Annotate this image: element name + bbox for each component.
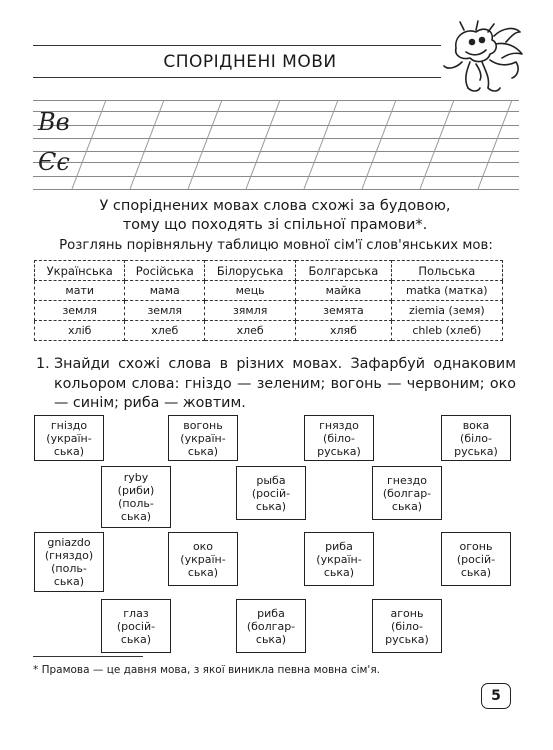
- table-cell: земля: [125, 301, 205, 321]
- task-text: Знайди схожі слова в різних мовах. Зафарбуй однаковим кольором слова: гніздо — зеленим; вогонь — червоним; око — синім; риба — жовтим.: [54, 356, 516, 411]
- page-title: СПОРІДНЕНІ МОВИ: [163, 52, 337, 72]
- footnote: * Прамова — це давня мова, з якої виникла певна мовна сім'я.: [33, 664, 380, 676]
- word-box[interactable]: око (україн- ська): [168, 532, 238, 586]
- table-cell: земята: [296, 301, 391, 321]
- table-cell: chleb (хлеб): [391, 321, 502, 341]
- table-header-cell: Болгарська: [296, 261, 391, 281]
- table-cell: земля: [35, 301, 125, 321]
- word-box[interactable]: риба (болгар- ська): [236, 599, 306, 653]
- table-header-cell: Білоруська: [205, 261, 296, 281]
- table-cell: хліб: [35, 321, 125, 341]
- table-cell: мець: [205, 281, 296, 301]
- word-box[interactable]: ryby (риби) (поль- ська): [101, 466, 171, 528]
- intro-line-1: У споріднених мовах слова схожі за будовою,: [99, 198, 451, 214]
- table-cell: хлеб: [125, 321, 205, 341]
- table-caption: Розглянь порівняльну таблицю мовної сім'ї слов'янських мов:: [59, 238, 493, 253]
- word-box[interactable]: риба (україн- ська): [304, 532, 374, 586]
- table-cell: matka (матка): [391, 281, 502, 301]
- word-box[interactable]: gniazdo (гняздо) (поль- ська): [34, 532, 104, 592]
- word-box[interactable]: рыба (росій- ська): [236, 466, 306, 520]
- dragon-mascot-icon: [436, 18, 528, 98]
- table-header-cell: Українська: [35, 261, 125, 281]
- script-letters-v: Вв: [38, 108, 70, 136]
- page-number: 5: [481, 683, 511, 709]
- table-header-cell: Російська: [125, 261, 205, 281]
- word-box[interactable]: огонь (росій- ська): [441, 532, 511, 586]
- table-cell: хляб: [296, 321, 391, 341]
- task-1: [36, 355, 516, 414]
- word-box[interactable]: вогонь (україн- ська): [168, 415, 238, 461]
- title-top-rule: [33, 45, 441, 46]
- table-cell: мати: [35, 281, 125, 301]
- task-number: 1.: [36, 356, 50, 372]
- word-box[interactable]: гняздо (біло- руська): [304, 415, 374, 461]
- table-cell: мама: [125, 281, 205, 301]
- copybook-slant-lines: [0, 98, 553, 190]
- language-comparison-table: [34, 260, 503, 341]
- word-box[interactable]: гнездо (болгар- ська): [372, 466, 442, 520]
- table-row: [35, 281, 503, 301]
- script-letters-ye: Єє: [38, 148, 70, 176]
- footnote-rule: [33, 656, 143, 657]
- table-row: [35, 301, 503, 321]
- title-bottom-rule: [33, 77, 441, 78]
- table-header-cell: Польська: [391, 261, 502, 281]
- word-box[interactable]: гніздо (україн- ська): [34, 415, 104, 461]
- table-row: [35, 321, 503, 341]
- intro-line-2: тому що походять зі спільної прамови*.: [122, 217, 428, 233]
- word-box[interactable]: глаз (росій- ська): [101, 599, 171, 653]
- table-cell: зямля: [205, 301, 296, 321]
- table-header-row: [35, 261, 503, 281]
- word-box[interactable]: вока (біло- руська): [441, 415, 511, 461]
- table-cell: ziemia (земя): [391, 301, 502, 321]
- table-cell: майка: [296, 281, 391, 301]
- word-box[interactable]: агонь (біло- руська): [372, 599, 442, 653]
- table-cell: хлеб: [205, 321, 296, 341]
